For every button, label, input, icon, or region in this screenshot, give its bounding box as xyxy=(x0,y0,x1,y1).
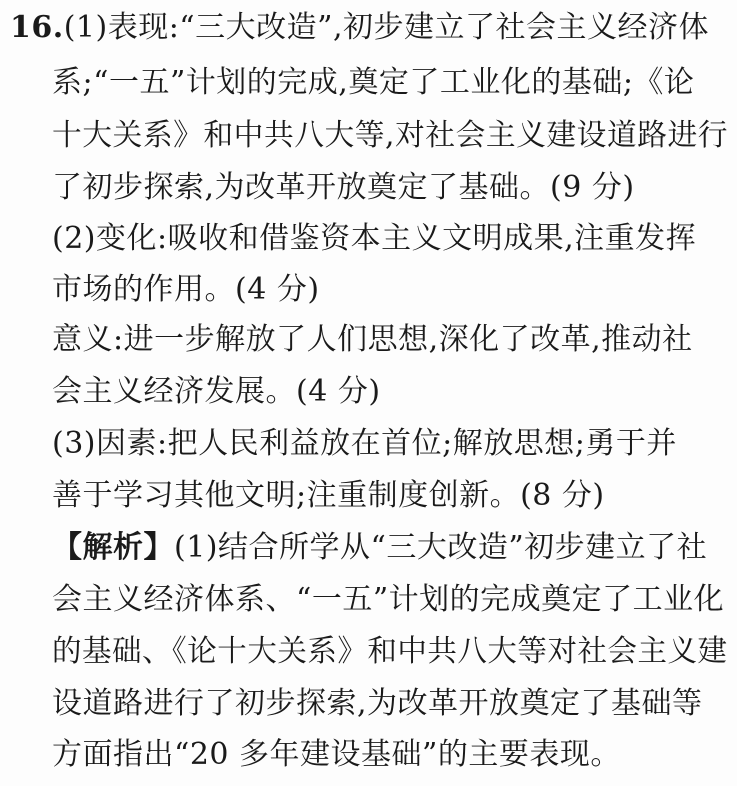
question-line-5: (2)变化:吸收和借鉴资本主义文明成果,注重发挥 xyxy=(52,221,697,256)
question-number: 16. xyxy=(10,10,64,45)
question-line-8: 会主义经济发展。(4 分) xyxy=(52,374,381,409)
analysis-line-2: 会主义经济体系、“一五”计划的完成奠定了工业化 xyxy=(52,582,725,617)
question-line-2: 系;“一五”计划的完成,奠定了工业化的基础;《论 xyxy=(52,65,695,100)
question-line-4: 了初步探索,为改革开放奠定了基础。(9 分) xyxy=(52,170,635,205)
analysis-label: 【解析】 xyxy=(52,530,174,565)
question-line-3: 十大关系》和中共八大等,对社会主义建设道路进行 xyxy=(52,118,729,153)
question-line-1 xyxy=(10,8,709,48)
question-text-1: (1)表现:“三大改造”,初步建立了社会主义经济体 xyxy=(63,10,710,45)
analysis-line-5: 方面指出“20 多年建设基础”的主要表现。 xyxy=(52,737,621,772)
analysis-line-1 xyxy=(52,528,707,568)
question-line-6: 市场的作用。(4 分) xyxy=(52,272,320,307)
analysis-text-1: (1)结合所学从“三大改造”初步建立了社 xyxy=(174,530,708,565)
question-line-10: 善于学习其他文明;注重制度创新。(8 分) xyxy=(52,478,605,513)
question-line-7: 意义:进一步解放了人们思想,深化了改革,推动社 xyxy=(52,322,693,357)
analysis-line-4: 设道路进行了初步探索,为改革开放奠定了基础等 xyxy=(52,686,703,721)
analysis-line-3: 的基础、《论十大关系》和中共八大等对社会主义建 xyxy=(52,634,728,669)
question-line-9: (3)因素:把人民利益放在首位;解放思想;勇于并 xyxy=(52,426,677,461)
